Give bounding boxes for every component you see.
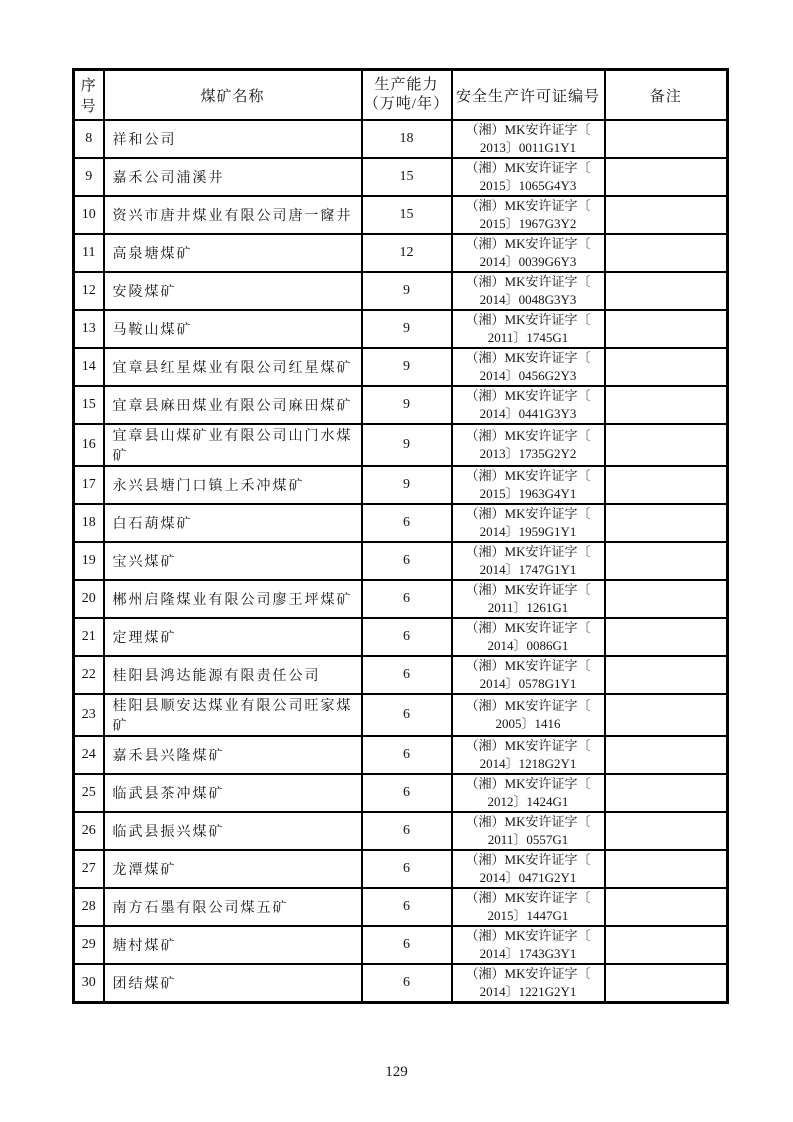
mine-name: 宜章县红星煤业有限公司红星煤矿 <box>104 348 362 386</box>
header-license: 安全生产许可证编号 <box>452 70 605 121</box>
license-line2: 2012〕1424G1 <box>487 794 569 809</box>
license-line2: 2014〕0471G2Y1 <box>479 870 577 885</box>
table-row <box>74 234 728 272</box>
mine-name: 高泉塘煤矿 <box>104 234 362 272</box>
license-line1: （湘）MK安许证字〔 <box>465 198 591 214</box>
table-row <box>74 542 728 580</box>
row-index: 23 <box>74 694 104 736</box>
license-line2: 2011〕1261G1 <box>487 600 569 615</box>
license-number <box>452 774 605 812</box>
license-line2: 2015〕1967G3Y2 <box>479 216 577 231</box>
remark-cell <box>605 694 728 736</box>
license-line1: （湘）MK安许证字〔 <box>465 890 591 906</box>
license-line1: （湘）MK安许证字〔 <box>465 738 591 754</box>
license-line2: 2014〕0039G6Y3 <box>479 254 577 269</box>
license-line2: 2011〕0557G1 <box>487 832 569 847</box>
row-index: 17 <box>74 466 104 504</box>
license-line1: （湘）MK安许证字〔 <box>465 928 591 944</box>
table-row <box>74 504 728 542</box>
mine-name: 宝兴煤矿 <box>104 542 362 580</box>
license-number <box>452 348 605 386</box>
row-index: 15 <box>74 386 104 424</box>
capacity-value: 6 <box>362 542 452 580</box>
table-row <box>74 466 728 504</box>
row-index: 20 <box>74 580 104 618</box>
license-number <box>452 964 605 1003</box>
table-row <box>74 272 728 310</box>
capacity-value: 12 <box>362 234 452 272</box>
remark-cell <box>605 348 728 386</box>
table-row <box>74 694 728 736</box>
license-line2: 2014〕0086G1 <box>487 638 569 653</box>
table-row <box>74 120 728 158</box>
license-line2: 2013〕0011G1Y1 <box>479 140 577 155</box>
license-number <box>452 926 605 964</box>
remark-cell <box>605 386 728 424</box>
remark-cell <box>605 850 728 888</box>
license-line1: （湘）MK安许证字〔 <box>465 582 591 598</box>
mine-name: 龙潭煤矿 <box>104 850 362 888</box>
row-index: 29 <box>74 926 104 964</box>
license-line1: （湘）MK安许证字〔 <box>465 776 591 792</box>
table-row <box>74 196 728 234</box>
remark-cell <box>605 466 728 504</box>
capacity-value: 6 <box>362 656 452 694</box>
capacity-value: 6 <box>362 694 452 736</box>
mine-name: 南方石墨有限公司煤五矿 <box>104 888 362 926</box>
mine-name: 宜章县山煤矿业有限公司山门水煤矿 <box>104 424 362 466</box>
remark-cell <box>605 926 728 964</box>
row-index: 16 <box>74 424 104 466</box>
license-line2: 2014〕0578G1Y1 <box>479 676 577 691</box>
mine-name: 嘉禾公司浦溪井 <box>104 158 362 196</box>
license-number <box>452 850 605 888</box>
license-line2: 2014〕1959G1Y1 <box>479 524 577 539</box>
row-index: 19 <box>74 542 104 580</box>
remark-cell <box>605 580 728 618</box>
table-row <box>74 964 728 1003</box>
capacity-value: 9 <box>362 348 452 386</box>
mine-name: 马鞍山煤矿 <box>104 310 362 348</box>
capacity-value: 9 <box>362 386 452 424</box>
row-index: 28 <box>74 888 104 926</box>
capacity-value: 6 <box>362 888 452 926</box>
table-row <box>74 774 728 812</box>
license-number <box>452 580 605 618</box>
license-line2: 2014〕1747G1Y1 <box>479 562 577 577</box>
capacity-value: 6 <box>362 812 452 850</box>
license-line2: 2015〕1447G1 <box>487 908 569 923</box>
license-line2: 2015〕1065G4Y3 <box>479 178 577 193</box>
remark-cell <box>605 310 728 348</box>
mine-name: 团结煤矿 <box>104 964 362 1003</box>
capacity-value: 15 <box>362 158 452 196</box>
mine-name: 临武县振兴煤矿 <box>104 812 362 850</box>
row-index: 13 <box>74 310 104 348</box>
license-line1: （湘）MK安许证字〔 <box>465 852 591 868</box>
row-index: 30 <box>74 964 104 1003</box>
capacity-value: 6 <box>362 850 452 888</box>
table-row <box>74 158 728 196</box>
mine-name: 嘉禾县兴隆煤矿 <box>104 736 362 774</box>
license-number <box>452 618 605 656</box>
mine-name: 安陵煤矿 <box>104 272 362 310</box>
capacity-value: 6 <box>362 618 452 656</box>
license-line1: （湘）MK安许证字〔 <box>465 428 591 444</box>
table-row <box>74 424 728 466</box>
capacity-value: 6 <box>362 504 452 542</box>
license-line2: 2015〕1963G4Y1 <box>479 486 577 501</box>
table-row <box>74 580 728 618</box>
row-index: 27 <box>74 850 104 888</box>
header-mine-name: 煤矿名称 <box>104 70 362 121</box>
capacity-value: 9 <box>362 272 452 310</box>
remark-cell <box>605 234 728 272</box>
header-row <box>74 70 728 121</box>
table-row <box>74 386 728 424</box>
table-row <box>74 888 728 926</box>
table-row <box>74 656 728 694</box>
license-line1: （湘）MK安许证字〔 <box>465 236 591 252</box>
license-line1: （湘）MK安许证字〔 <box>465 122 591 138</box>
license-number <box>452 504 605 542</box>
capacity-value: 9 <box>362 424 452 466</box>
mine-name: 桂阳县鸿达能源有限责任公司 <box>104 656 362 694</box>
license-line1: （湘）MK安许证字〔 <box>465 312 591 328</box>
remark-cell <box>605 774 728 812</box>
header-index: 序号 <box>74 70 104 121</box>
capacity-value: 9 <box>362 466 452 504</box>
license-number <box>452 310 605 348</box>
remark-cell <box>605 888 728 926</box>
license-number <box>452 386 605 424</box>
mine-name: 白石葫煤矿 <box>104 504 362 542</box>
license-line2: 2005〕1416 <box>495 716 561 731</box>
license-line2: 2014〕0441G3Y3 <box>479 406 577 421</box>
license-line1: （湘）MK安许证字〔 <box>465 506 591 522</box>
license-number <box>452 158 605 196</box>
license-number <box>452 888 605 926</box>
capacity-value: 18 <box>362 120 452 158</box>
capacity-value: 6 <box>362 580 452 618</box>
table-body <box>74 120 728 1003</box>
license-number <box>452 234 605 272</box>
row-index: 25 <box>74 774 104 812</box>
mine-name: 宜章县麻田煤业有限公司麻田煤矿 <box>104 386 362 424</box>
license-line1: （湘）MK安许证字〔 <box>465 658 591 674</box>
table-row <box>74 310 728 348</box>
capacity-value: 6 <box>362 736 452 774</box>
license-number <box>452 694 605 736</box>
row-index: 11 <box>74 234 104 272</box>
table-row <box>74 812 728 850</box>
row-index: 26 <box>74 812 104 850</box>
license-line2: 2011〕1745G1 <box>487 330 569 345</box>
capacity-value: 9 <box>362 310 452 348</box>
table-row <box>74 736 728 774</box>
license-line2: 2014〕1743G3Y1 <box>479 946 577 961</box>
license-line1: （湘）MK安许证字〔 <box>465 350 591 366</box>
remark-cell <box>605 504 728 542</box>
remark-cell <box>605 272 728 310</box>
coal-mine-table <box>72 68 729 1004</box>
capacity-value: 15 <box>362 196 452 234</box>
header-capacity-line2: （万吨/年） <box>363 96 450 112</box>
license-line1: （湘）MK安许证字〔 <box>465 544 591 560</box>
license-number <box>452 272 605 310</box>
remark-cell <box>605 542 728 580</box>
license-line1: （湘）MK安许证字〔 <box>465 160 591 176</box>
license-line1: （湘）MK安许证字〔 <box>465 814 591 830</box>
row-index: 18 <box>74 504 104 542</box>
capacity-value: 6 <box>362 774 452 812</box>
license-number <box>452 466 605 504</box>
remark-cell <box>605 158 728 196</box>
remark-cell <box>605 736 728 774</box>
row-index: 24 <box>74 736 104 774</box>
header-remark: 备注 <box>605 70 728 121</box>
header-capacity-line1: 生产能力 <box>374 76 439 93</box>
license-number <box>452 812 605 850</box>
capacity-value: 6 <box>362 964 452 1003</box>
mine-name: 定理煤矿 <box>104 618 362 656</box>
license-line2: 2014〕0456G2Y3 <box>479 368 577 383</box>
license-number <box>452 736 605 774</box>
mine-name: 塘村煤矿 <box>104 926 362 964</box>
remark-cell <box>605 196 728 234</box>
row-index: 12 <box>74 272 104 310</box>
capacity-value: 6 <box>362 926 452 964</box>
remark-cell <box>605 964 728 1003</box>
table-row <box>74 926 728 964</box>
remark-cell <box>605 120 728 158</box>
remark-cell <box>605 812 728 850</box>
mine-name: 永兴县塘门口镇上禾冲煤矿 <box>104 466 362 504</box>
license-line1: （湘）MK安许证字〔 <box>465 388 591 404</box>
row-index: 21 <box>74 618 104 656</box>
mine-name: 资兴市唐井煤业有限公司唐一窿井 <box>104 196 362 234</box>
license-number <box>452 542 605 580</box>
license-line2: 2014〕1218G2Y1 <box>479 756 577 771</box>
license-number <box>452 196 605 234</box>
page-number: 129 <box>385 1064 408 1080</box>
remark-cell <box>605 424 728 466</box>
row-index: 8 <box>74 120 104 158</box>
mine-name: 临武县茶冲煤矿 <box>104 774 362 812</box>
license-number <box>452 424 605 466</box>
license-line1: （湘）MK安许证字〔 <box>465 274 591 290</box>
license-line1: （湘）MK安许证字〔 <box>465 698 591 714</box>
license-line1: （湘）MK安许证字〔 <box>465 966 591 982</box>
row-index: 14 <box>74 348 104 386</box>
license-line2: 2014〕0048G3Y3 <box>479 292 577 307</box>
license-line1: （湘）MK安许证字〔 <box>465 468 591 484</box>
mine-name: 郴州启隆煤业有限公司廖王坪煤矿 <box>104 580 362 618</box>
mine-name: 桂阳县顺安达煤业有限公司旺家煤矿 <box>104 694 362 736</box>
mine-name: 祥和公司 <box>104 120 362 158</box>
license-number <box>452 120 605 158</box>
table-row <box>74 618 728 656</box>
row-index: 9 <box>74 158 104 196</box>
table-row <box>74 850 728 888</box>
header-capacity <box>362 70 452 121</box>
license-line2: 2014〕1221G2Y1 <box>479 984 577 999</box>
license-line1: （湘）MK安许证字〔 <box>465 620 591 636</box>
row-index: 22 <box>74 656 104 694</box>
remark-cell <box>605 656 728 694</box>
license-line2: 2013〕1735G2Y2 <box>479 446 577 461</box>
table-row <box>74 348 728 386</box>
license-number <box>452 656 605 694</box>
row-index: 10 <box>74 196 104 234</box>
remark-cell <box>605 618 728 656</box>
